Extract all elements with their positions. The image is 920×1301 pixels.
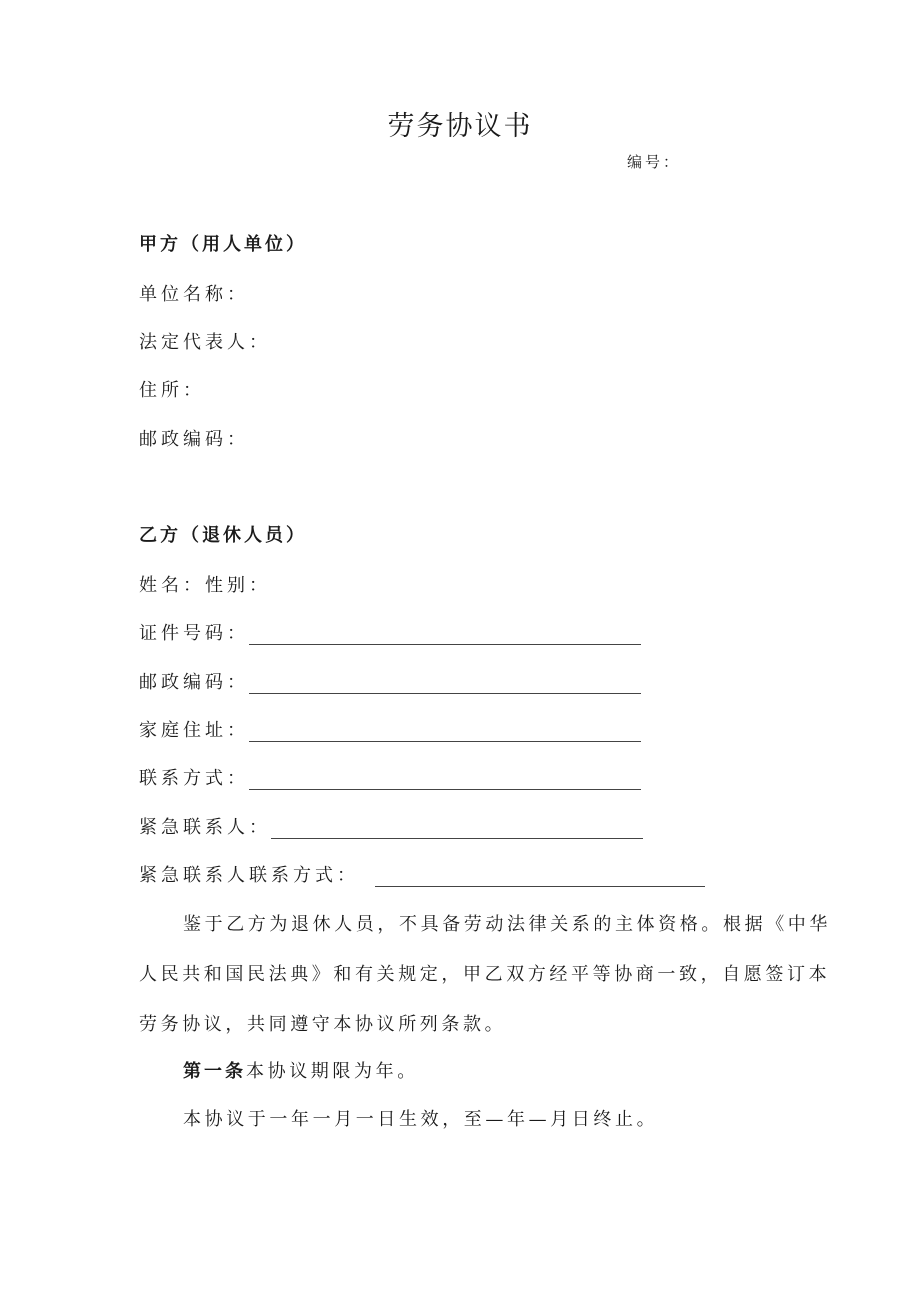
article-1-detail: 本协议于一年一月一日生效，至—年—月日终止。 [183,1109,659,1130]
party-b-contact-label: 联系方式： [139,768,249,789]
serial-number-label: 编号： [627,153,682,171]
party-b-address-label: 家庭住址： [139,720,249,741]
party-a-legal-representative: 法定代表人： [139,332,271,353]
party-b-emergency-row [139,813,643,839]
party-a-address: 住所： [139,380,205,401]
contact-blank[interactable] [249,769,641,790]
emergency-contact-blank[interactable] [271,818,643,839]
party-b-emergency-phone-row [139,861,705,887]
party-b-emergency-label: 紧急联系人： [139,817,271,838]
intro-line-3: 劳务协议，共同遵守本协议所列条款。 [139,1014,507,1035]
party-b-name-gender: 姓名：性别： [139,575,271,596]
intro-line-1: 鉴于乙方为退休人员，不具备劳动法律关系的主体资格。根据《中华 [183,914,831,935]
party-b-contact-row [139,764,641,790]
emergency-phone-blank[interactable] [375,866,705,887]
party-b-heading: 乙方（退休人员） [139,525,307,546]
party-b-id-row [139,619,641,645]
id-number-blank[interactable] [249,624,641,645]
party-a-unit-name: 单位名称： [139,284,249,305]
party-b-postal-row [139,668,641,694]
home-address-blank[interactable] [249,721,641,742]
party-b-emergency-phone-label: 紧急联系人联系方式： [139,865,359,886]
party-b-id-label: 证件号码： [139,623,249,644]
document-title: 劳务协议书 [387,111,533,142]
article-1-label: 第一条 [183,1061,246,1082]
party-a-heading: 甲方（用人单位） [139,234,307,255]
intro-line-2: 人民共和国民法典》和有关规定，甲乙双方经平等协商一致，自愿签订本 [139,964,831,985]
article-1-text: 本协议期限为年。 [246,1061,419,1082]
party-b-address-row [139,716,641,742]
article-1 [183,1057,419,1083]
party-a-postal-code: 邮政编码： [139,429,249,450]
party-b-postal-label: 邮政编码： [139,672,249,693]
postal-code-blank[interactable] [249,673,641,694]
